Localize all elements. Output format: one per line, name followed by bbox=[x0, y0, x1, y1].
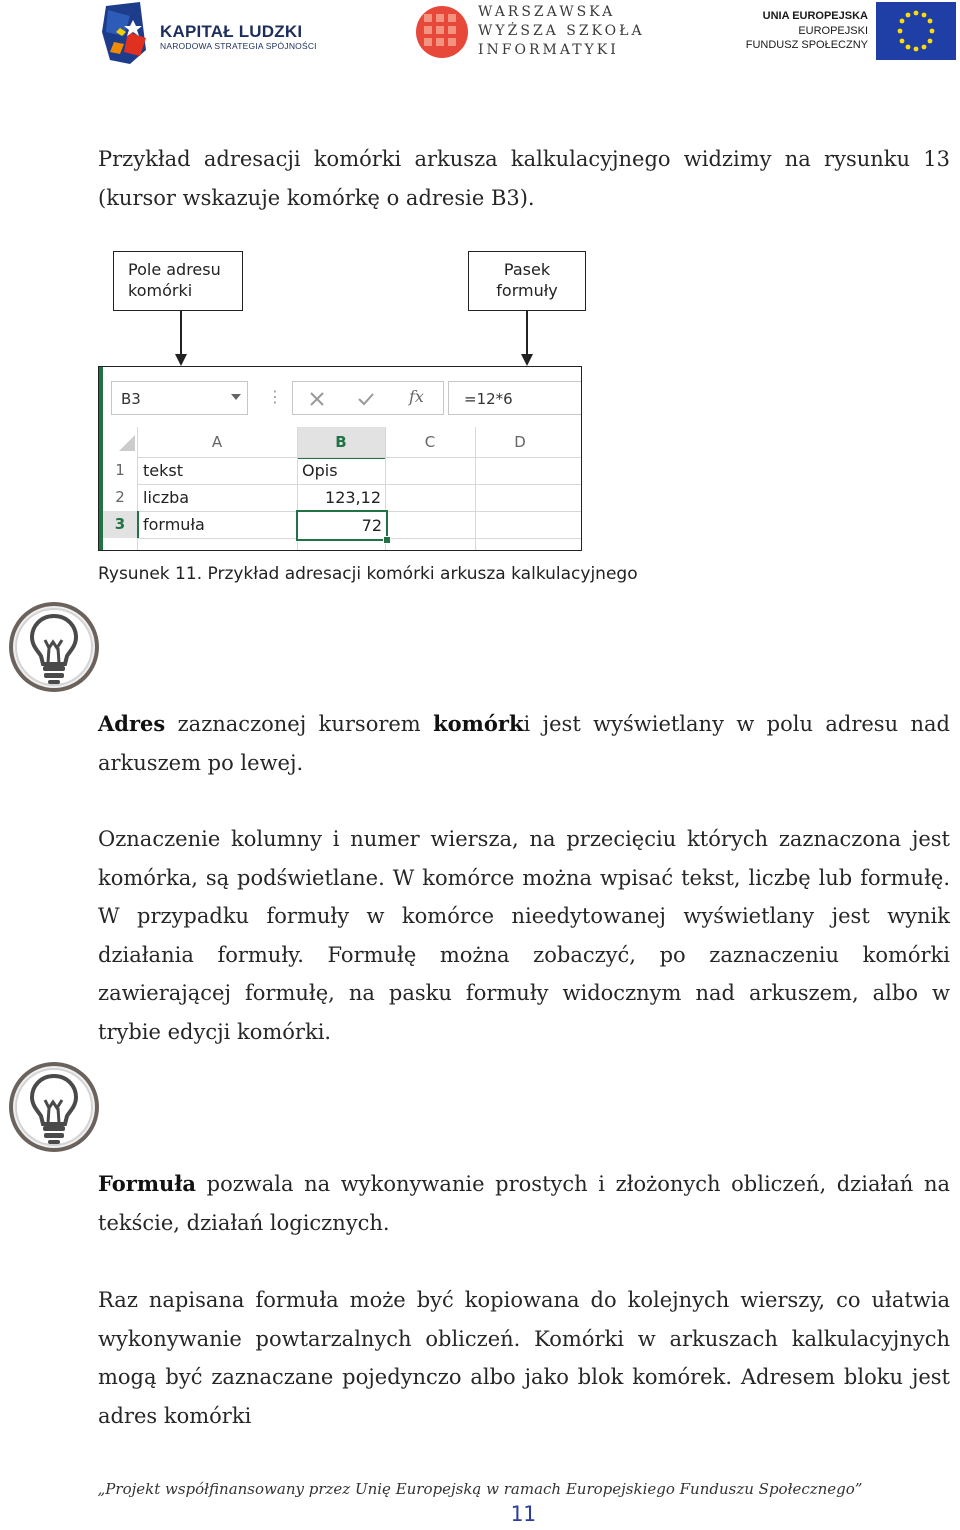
page-number: 11 bbox=[510, 1502, 536, 1526]
ue-line-3: FUNDUSZ SPOŁECZNY bbox=[745, 39, 868, 51]
column-header-b[interactable]: B bbox=[335, 433, 347, 451]
tip2-text: pozwala na wykonywanie prostych i złożonych obliczeń, działań na tekście, działań logicznych. bbox=[98, 1172, 950, 1235]
wwsi-line-3: INFORMATYKI bbox=[478, 42, 619, 58]
cancel-icon[interactable] bbox=[309, 391, 325, 407]
ue-line-1: UNIA EUROPEJSKA bbox=[762, 10, 868, 22]
ue-line-2: EUROPEJSKI bbox=[798, 25, 868, 37]
name-box-value: B3 bbox=[121, 390, 141, 408]
chevron-down-icon[interactable] bbox=[231, 394, 241, 402]
tip1-bold-adres: Adres bbox=[98, 711, 166, 736]
callout-arrows bbox=[170, 310, 540, 370]
intro-paragraph: Przykład adresacji komórki arkusza kalkulacyjnego widzimy na rysunku 13 (kursor wskazuje komórkę o adresie B3). bbox=[98, 147, 950, 210]
kapital-ludzki-logo bbox=[100, 2, 156, 66]
row-header-2[interactable]: 2 bbox=[115, 488, 125, 506]
fx-icon[interactable]: fx bbox=[409, 387, 424, 406]
formula-buttons bbox=[292, 381, 444, 415]
callout-formula-line-2: formuły bbox=[496, 281, 558, 300]
tip2-paragraph bbox=[98, 1165, 950, 1242]
cell-b1[interactable]: Opis bbox=[302, 461, 338, 480]
spreadsheet-screenshot bbox=[98, 366, 582, 551]
row-header-3[interactable]: 3 bbox=[114, 515, 126, 533]
footer-text: „Projekt współfinansowany przez Unię Europejską w ramach Europejskiego Funduszu Społecznego” bbox=[97, 1480, 863, 1498]
tip1-paragraph bbox=[98, 705, 950, 782]
callout-address-line-1: Pole adresu bbox=[128, 260, 221, 279]
fill-handle[interactable] bbox=[383, 536, 391, 544]
wwsi-line-1: WARSZAWSKA bbox=[478, 4, 616, 20]
callout-formula-line-1: Pasek bbox=[503, 260, 551, 279]
wwsi-line-2: WYŻSZA SZKOŁA bbox=[478, 23, 645, 39]
column-header-d[interactable]: D bbox=[514, 433, 526, 451]
paragraph-2: Oznaczenie kolumny i numer wiersza, na przecięciu których zaznaczona jest komórka, są podświetlane. W komórce można wpisać tekst, liczbę lub formułę. W przypadku formuły w komórce nieedytowanej wyświetlany jest wynik działania formuły. Formułę można zobaczyć, po zaznaczeniu komórki zawierającej formułę, na pasku formuły widocznym nad arkuszem, albo w trybie edycji komórki. bbox=[98, 827, 950, 1044]
grid-line bbox=[475, 427, 476, 550]
wwsi-logo-mark bbox=[414, 4, 470, 60]
callout-address-box bbox=[113, 251, 243, 311]
formula-bar[interactable] bbox=[448, 381, 582, 415]
column-header-a[interactable]: A bbox=[211, 433, 223, 451]
callout-formula-box bbox=[468, 251, 586, 311]
confirm-check-icon[interactable] bbox=[357, 391, 375, 407]
tip1-bold-komorka: komórk bbox=[433, 711, 524, 736]
selected-cell-b3[interactable] bbox=[296, 510, 388, 541]
kapital-ludzki-title: KAPITAŁ LUDZKI bbox=[160, 22, 303, 41]
cell-a1[interactable]: tekst bbox=[143, 461, 183, 480]
tip1-text-1: zaznaczonej kursorem bbox=[165, 712, 434, 736]
cell-a2[interactable]: liczba bbox=[143, 488, 190, 507]
cell-a3[interactable]: formuła bbox=[143, 515, 205, 534]
lightbulb-icon bbox=[7, 1060, 101, 1154]
name-box[interactable] bbox=[111, 381, 248, 415]
kapital-ludzki-subtitle: NARODOWA STRATEGIA SPÓJNOŚCI bbox=[160, 41, 317, 51]
figure-caption: Rysunek 11. Przykład adresacji komórki arkusza kalkulacyjnego bbox=[98, 564, 638, 584]
column-header-c[interactable]: C bbox=[424, 433, 436, 451]
cell-b2[interactable]: 123,12 bbox=[325, 488, 381, 507]
formula-bar-value: =12*6 bbox=[464, 390, 513, 408]
eu-flag-icon bbox=[876, 2, 956, 60]
select-all-corner[interactable] bbox=[119, 435, 135, 451]
grid-line bbox=[137, 457, 582, 458]
tip2-bold-formula: Formuła bbox=[98, 1171, 197, 1196]
row-header-1[interactable]: 1 bbox=[115, 461, 125, 479]
vertical-dots-icon: ⋮ bbox=[267, 387, 283, 406]
paragraph-3: Raz napisana formuła może być kopiowana do kolejnych wierszy, co ułatwia wykonywanie powtarzalnych obliczeń. Komórki w arkuszach kalkulacyjnych mogą być zaznaczane pojedynczo albo jako blok komórek. Adresem bloku jest adres komórki bbox=[98, 1288, 950, 1428]
cell-b3-value: 72 bbox=[361, 516, 382, 535]
callout-address-line-2: komórki bbox=[128, 281, 193, 300]
lightbulb-icon bbox=[7, 600, 101, 694]
tip1-text-2: i jest wyświetlany w polu adresu nad arkuszem po lewej. bbox=[98, 712, 950, 775]
